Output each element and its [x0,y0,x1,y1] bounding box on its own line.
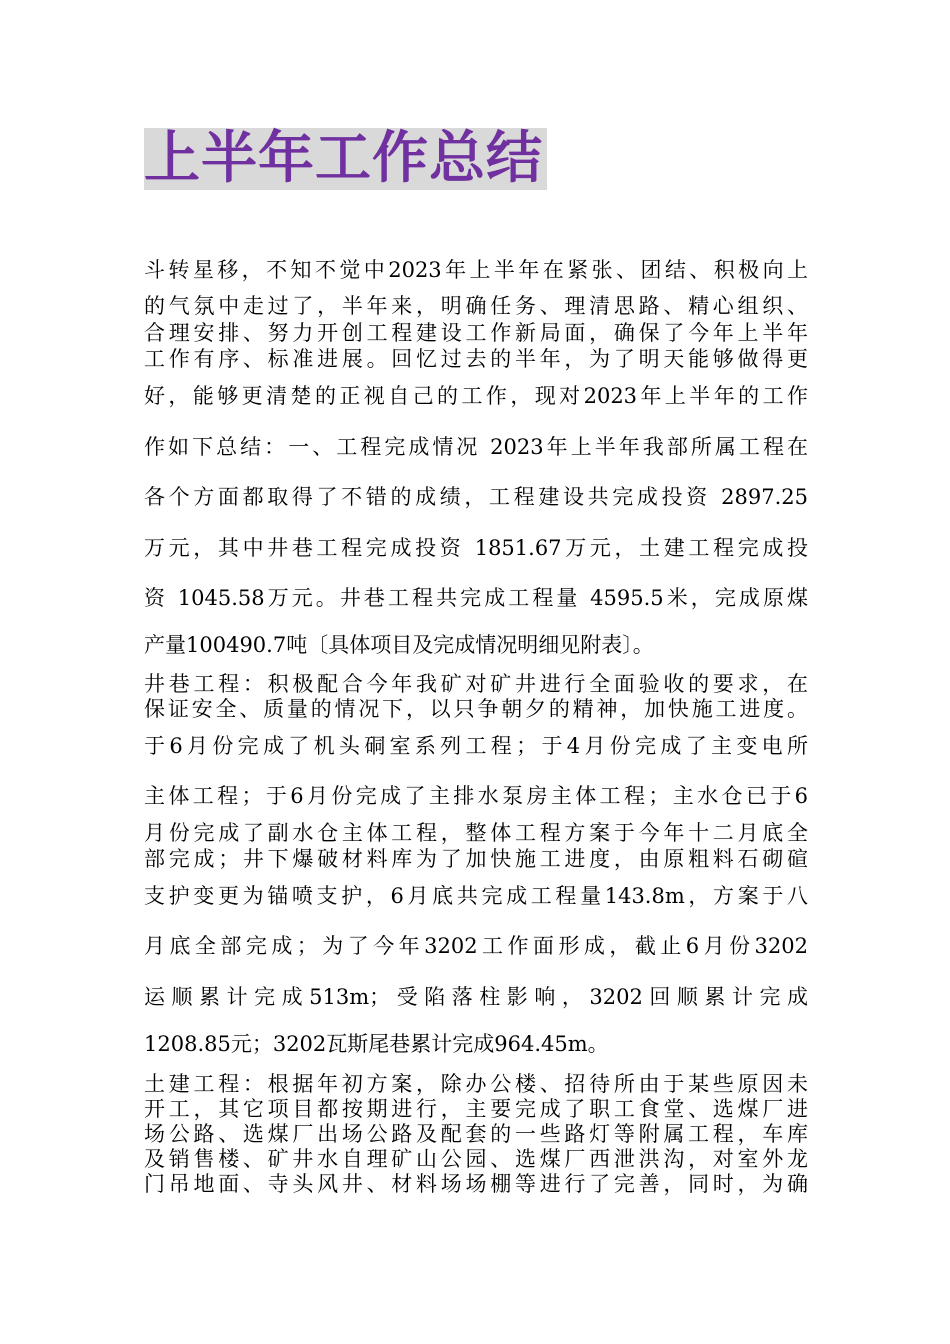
body-line: 工作有序、标准进展。回忆过去的半年，为了明天能够做得更 [144,347,808,371]
body-line: 月底全部完成；为了今年3202工作面形成，截止6月份3202 [144,934,808,958]
body-line: 1208.85元；3202瓦斯尾巷累计完成964.45m。 [144,1032,609,1056]
body-line: 斗转星移，不知不觉中2023年上半年在紧张、团结、积极向上 [144,258,808,282]
body-line: 合理安排、努力开创工程建设工作新局面，确保了今年上半年 [144,321,808,345]
body-line: 运顺累计完成513m；受陷落柱影响，3202回顺累计完成 [144,985,808,1009]
body-line: 月份完成了副水仓主体工程，整体工程方案于今年十二月底全 [144,821,808,845]
body-line: 场公路、选煤厂出场公路及配套的一些路灯等附属工程，车库 [144,1122,808,1146]
body-line: 万元，其中井巷工程完成投资 1851.67万元，土建工程完成投 [144,536,808,560]
body-line: 开工，其它项目都按期进行，主要完成了职工食堂、选煤厂进 [144,1097,808,1121]
page-title: 上半年工作总结 [144,128,547,190]
body-line: 的气氛中走过了，半年来，明确任务、理清思路、精心组织、 [144,294,808,318]
body-line: 好，能够更清楚的正视自己的工作，现对2023年上半年的工作 [144,384,808,408]
body-line: 各个方面都取得了不错的成绩，工程建设共完成投资 2897.25 [144,485,808,509]
body-line: 保证安全、质量的情况下，以只争朝夕的精神，加快施工进度。 [144,697,808,721]
body-line: 于6月份完成了机头硐室系列工程；于4月份完成了主变电所 [144,734,808,758]
body-line: 井巷工程：积极配合今年我矿对矿井进行全面验收的要求，在 [144,672,808,696]
body-line: 作如下总结：一、工程完成情况 2023年上半年我部所属工程在 [144,435,808,459]
body-line: 产量100490.7吨〔具体项目及完成情况明细见附表〕。 [144,633,654,657]
body-line: 土建工程：根据年初方案，除办公楼、招待所由于某些原因未 [144,1072,808,1096]
body-line: 资 1045.58万元。井巷工程共完成工程量 4595.5米，完成原煤 [144,586,808,610]
body-line: 支护变更为锚喷支护，6月底共完成工程量143.8m，方案于八 [144,884,808,908]
body-line: 部完成；井下爆破材料库为了加快施工进度，由原粗料石砌碹 [144,847,808,871]
body-line: 及销售楼、矿井水自理矿山公园、选煤厂西泄洪沟，对室外龙 [144,1147,808,1171]
body-line: 门吊地面、寺头风井、材料场场棚等进行了完善，同时，为确 [144,1172,808,1196]
body-line: 主体工程；于6月份完成了主排水泵房主体工程；主水仓已于6 [144,784,808,808]
